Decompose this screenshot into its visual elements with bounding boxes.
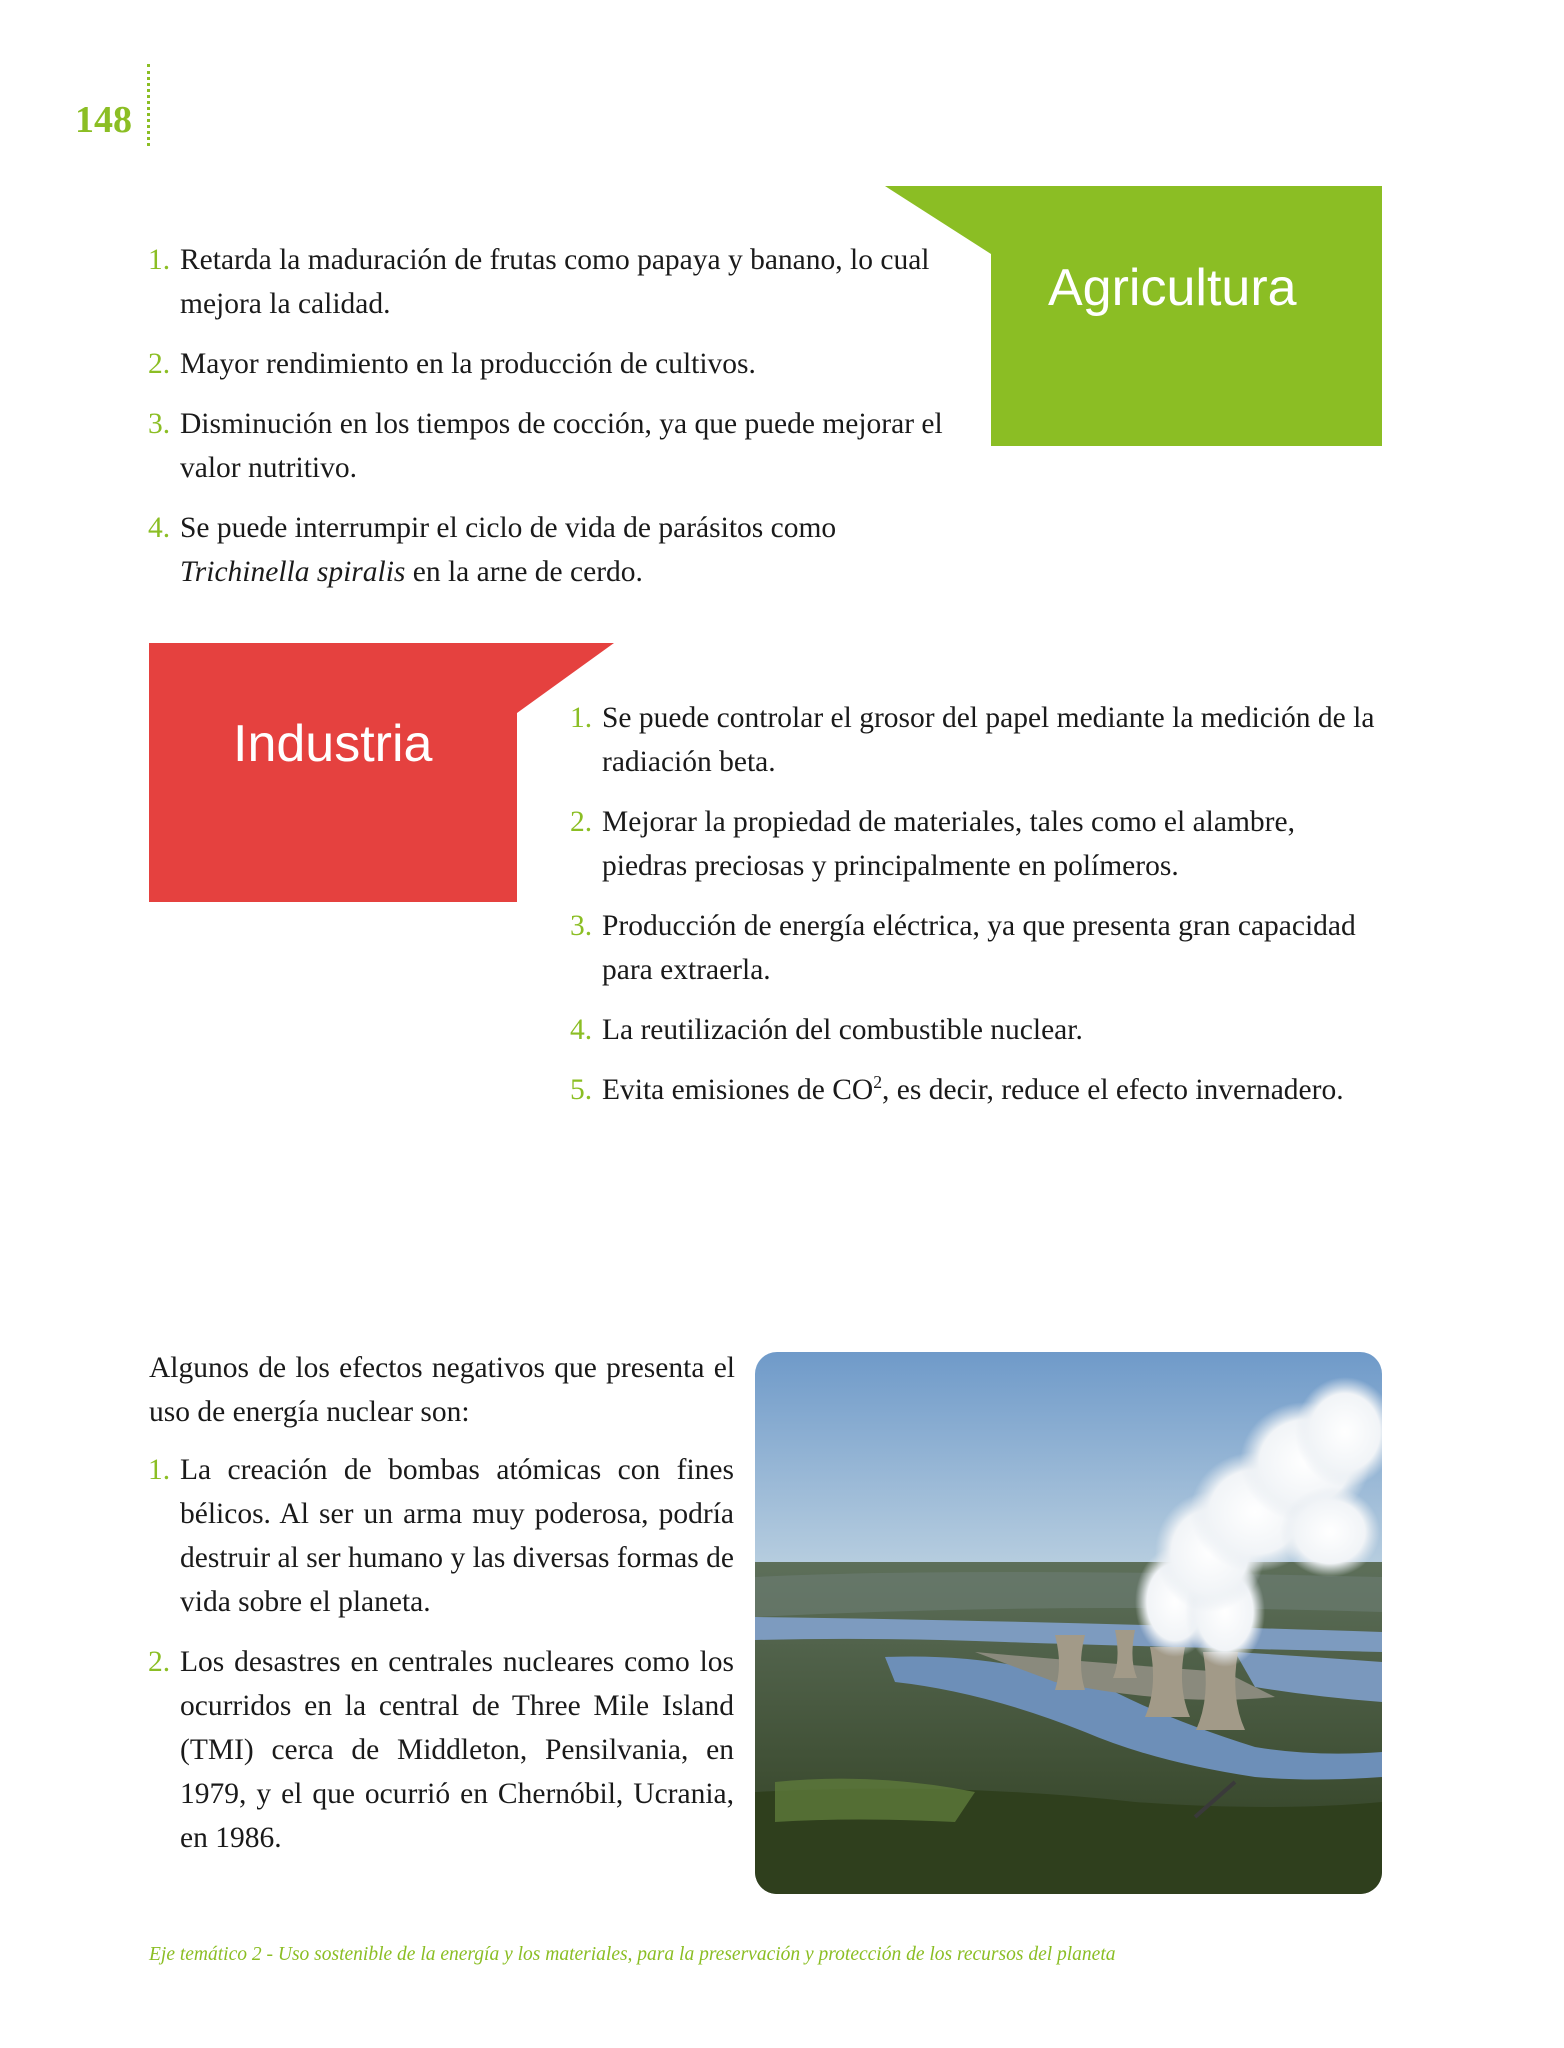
list-text: La creación de bombas atómicas con fines bélicos. Al ser un arma muy poderosa, podría destruir al ser humano y las diversas formas de vida sobre el planeta. [180, 1454, 734, 1618]
list-item [148, 238, 970, 326]
list-number: 1. [148, 1454, 171, 1486]
list-item [148, 342, 966, 386]
list-number: 2. [570, 806, 593, 838]
list-text: Mayor rendimiento en la producción de cultivos. [180, 348, 756, 380]
list-number: 3. [570, 910, 593, 942]
list-text: Se puede interrumpir el ciclo de vida de parásitos como [180, 512, 837, 544]
list-text: Los desastres en centrales nucleares como los ocurridos en la central de Three Mile Island (TMI) cerca de Middleton, Pensilvania, en 1979, y el que ocurrió en Chernóbil, Ucrania, en 1986. [180, 1646, 734, 1854]
agricultura-title: Agricultura [1048, 259, 1297, 317]
list-item [570, 1068, 1385, 1112]
list-item [570, 904, 1385, 992]
agricultura-list [148, 238, 966, 610]
list-number: 4. [570, 1014, 593, 1046]
list-text: La reutilización del combustible nuclear. [602, 1014, 1083, 1046]
list-number: 2. [148, 1646, 171, 1678]
page-number-divider [147, 64, 150, 146]
list-item [570, 696, 1385, 784]
list-item [148, 402, 970, 490]
list-number: 3. [148, 408, 171, 440]
page-number: 148 [75, 99, 132, 141]
list-text: Mejorar la propiedad de materiales, tales como el alambre, piedras preciosas y principalmente en polímeros. [602, 806, 1295, 882]
list-text: Disminución en los tiempos de cocción, ya que puede mejorar el valor nutritivo. [180, 408, 943, 484]
nuclear-plant-photo [755, 1352, 1382, 1894]
list-text: Producción de energía eléctrica, ya que presenta gran capacidad para extraerla. [602, 910, 1356, 986]
page-footer: Eje temático 2 - Uso sostenible de la energía y los materiales, para la preservación y protección de los recursos del planeta [149, 1944, 1116, 1965]
list-number: 2. [148, 348, 171, 380]
list-number: 5. [570, 1074, 593, 1106]
list-number: 4. [148, 512, 171, 544]
species-name: Trichinella spiralis [180, 556, 406, 588]
list-item [570, 1008, 1385, 1052]
list-item [148, 506, 970, 594]
list-text: Evita emisiones de CO [602, 1074, 874, 1106]
list-text: Retarda la maduración de frutas como papaya y banano, lo cual mejora la calidad. [180, 244, 930, 320]
list-item [148, 1640, 734, 1860]
list-number: 1. [148, 244, 171, 276]
industria-title: Industria [233, 715, 433, 773]
list-text: , es decir, reduce el efecto invernadero. [882, 1074, 1344, 1106]
negative-effects-intro: Algunos de los efectos negativos que presenta el uso de energía nuclear son: [149, 1352, 735, 1428]
superscript: 2 [873, 1072, 883, 1093]
industria-list [570, 696, 1385, 1128]
list-text: en la arne de cerdo. [412, 556, 643, 588]
negative-effects-list [148, 1448, 734, 1876]
list-item [570, 800, 1385, 888]
list-item [148, 1448, 734, 1624]
list-number: 1. [570, 702, 593, 734]
list-text: Se puede controlar el grosor del papel mediante la medición de la radiación beta. [602, 702, 1375, 778]
